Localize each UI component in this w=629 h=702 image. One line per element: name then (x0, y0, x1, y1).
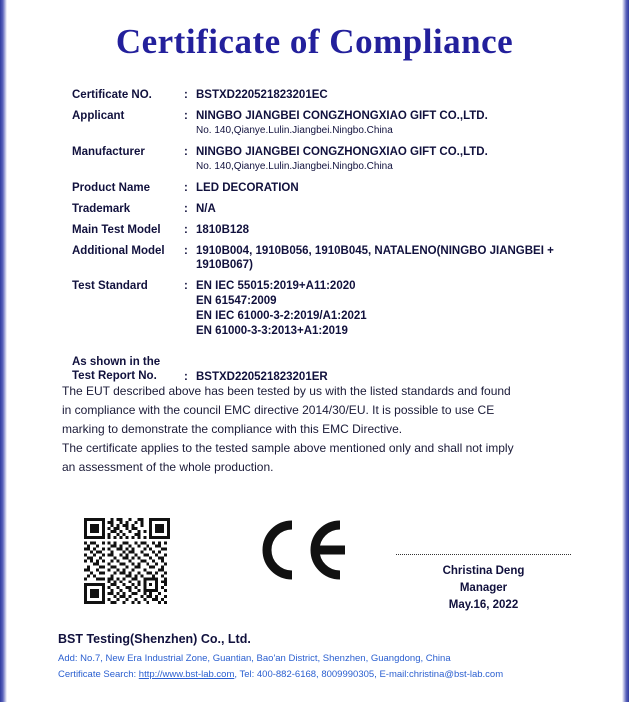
field-label: Manufacturer (72, 146, 145, 158)
field-value-continued: 1910B067) (196, 259, 253, 271)
field-value: LED DECORATION (196, 182, 299, 194)
field-row-main-test-model (72, 223, 562, 237)
field-label: Product Name (72, 182, 150, 194)
field-label: Additional Model (72, 245, 165, 257)
field-label-line2: Test Report No. (72, 370, 157, 382)
statement-line: The EUT described above has been tested by us with the listed standards and found (62, 384, 511, 398)
field-row-product-name (72, 181, 562, 195)
field-row-applicant (72, 109, 562, 138)
field-value-address: No. 140,Qianye.Lulin.Jiangbei.Ningbo.China (196, 125, 393, 136)
field-colon: : (184, 146, 188, 158)
field-value-group (196, 279, 367, 339)
footer-contact-prefix: Certificate Search: (58, 669, 139, 680)
statement-line: an assessment of the whole production. (62, 460, 274, 474)
qr-code (84, 518, 170, 604)
signatory-position: Manager (459, 582, 508, 594)
field-value: BSTXD220521823201EC (196, 89, 328, 101)
footer-contact-suffix: , Tel: 400-882-6168, 8009990305, E-mail:christina@bst-lab.com (234, 669, 504, 680)
field-colon: : (184, 89, 188, 101)
certificate-fields (72, 88, 562, 391)
compliance-statement (62, 382, 562, 477)
field-value: 1810B128 (196, 224, 250, 236)
field-colon: : (184, 371, 188, 383)
field-row-trademark (72, 202, 562, 216)
field-row-manufacturer (72, 145, 562, 174)
field-colon: : (184, 182, 188, 194)
standard-line: EN IEC 61000-3-2:2019/A1:2021 (196, 310, 367, 322)
right-border-decoration (622, 0, 629, 702)
statement-line: The certificate applies to the tested sample above mentioned only and shall not imply (62, 441, 514, 455)
field-value-address: No. 140,Qianye.Lulin.Jiangbei.Ningbo.China (196, 161, 393, 172)
field-value-group (196, 109, 488, 138)
ce-mark (262, 519, 352, 581)
field-colon: : (184, 110, 188, 122)
field-value: BSTXD220521823201ER (196, 371, 328, 383)
field-colon: : (184, 245, 188, 257)
field-row-additional-model (72, 244, 562, 272)
field-value-group (196, 145, 488, 174)
signature-block (396, 554, 571, 614)
statement-line: marking to demonstrate the compliance with this EMC Directive. (62, 422, 403, 436)
page-title: Certificate of Compliance (115, 22, 514, 61)
field-value-group (196, 244, 554, 272)
footer-company-name: BST Testing(Shenzhen) Co., Ltd. (58, 632, 251, 646)
signatory-name: Christina Deng (442, 565, 525, 577)
field-colon: : (184, 224, 188, 236)
field-value: NINGBO JIANGBEI CONGZHONGXIAO GIFT CO.,LTD. (196, 146, 488, 158)
field-value: 1910B004, 1910B056, 1910B045, NATALENO(NINGBO JIANGBEI + (196, 245, 554, 257)
left-border-decoration (0, 0, 7, 702)
field-label: Certificate NO. (72, 89, 152, 101)
standard-line: EN 61547:2009 (196, 295, 277, 307)
field-colon: : (184, 203, 188, 215)
field-row-certificate-no (72, 88, 562, 102)
footer-contact (58, 669, 578, 680)
field-colon: : (184, 280, 188, 292)
field-label: Applicant (72, 110, 125, 122)
field-label: Trademark (72, 203, 131, 215)
field-label-line1: As shown in the (72, 356, 161, 368)
statement-line: in compliance with the council EMC directive 2014/30/EU. It is possible to use CE (62, 403, 495, 417)
footer-address: Add: No.7, New Era Industrial Zone, Guantian, Bao'an District, Shenzhen, Guangdong, China (58, 653, 451, 664)
field-row-test-standard (72, 279, 562, 339)
footer-website-link[interactable]: http://www.bst-lab.com (138, 669, 235, 680)
footer (58, 632, 578, 680)
standard-line: EN IEC 55015:2019+A11:2020 (196, 280, 356, 292)
field-label: Main Test Model (72, 224, 161, 236)
signature-line (396, 554, 571, 555)
standard-line: EN 61000-3-3:2013+A1:2019 (196, 325, 348, 337)
field-label-group (72, 355, 184, 383)
field-row-test-report-no (72, 355, 562, 384)
field-value: N/A (196, 203, 216, 215)
field-value: NINGBO JIANGBEI CONGZHONGXIAO GIFT CO.,LTD. (196, 110, 488, 122)
field-label: Test Standard (72, 280, 148, 292)
issue-date: May.16, 2022 (448, 599, 519, 611)
